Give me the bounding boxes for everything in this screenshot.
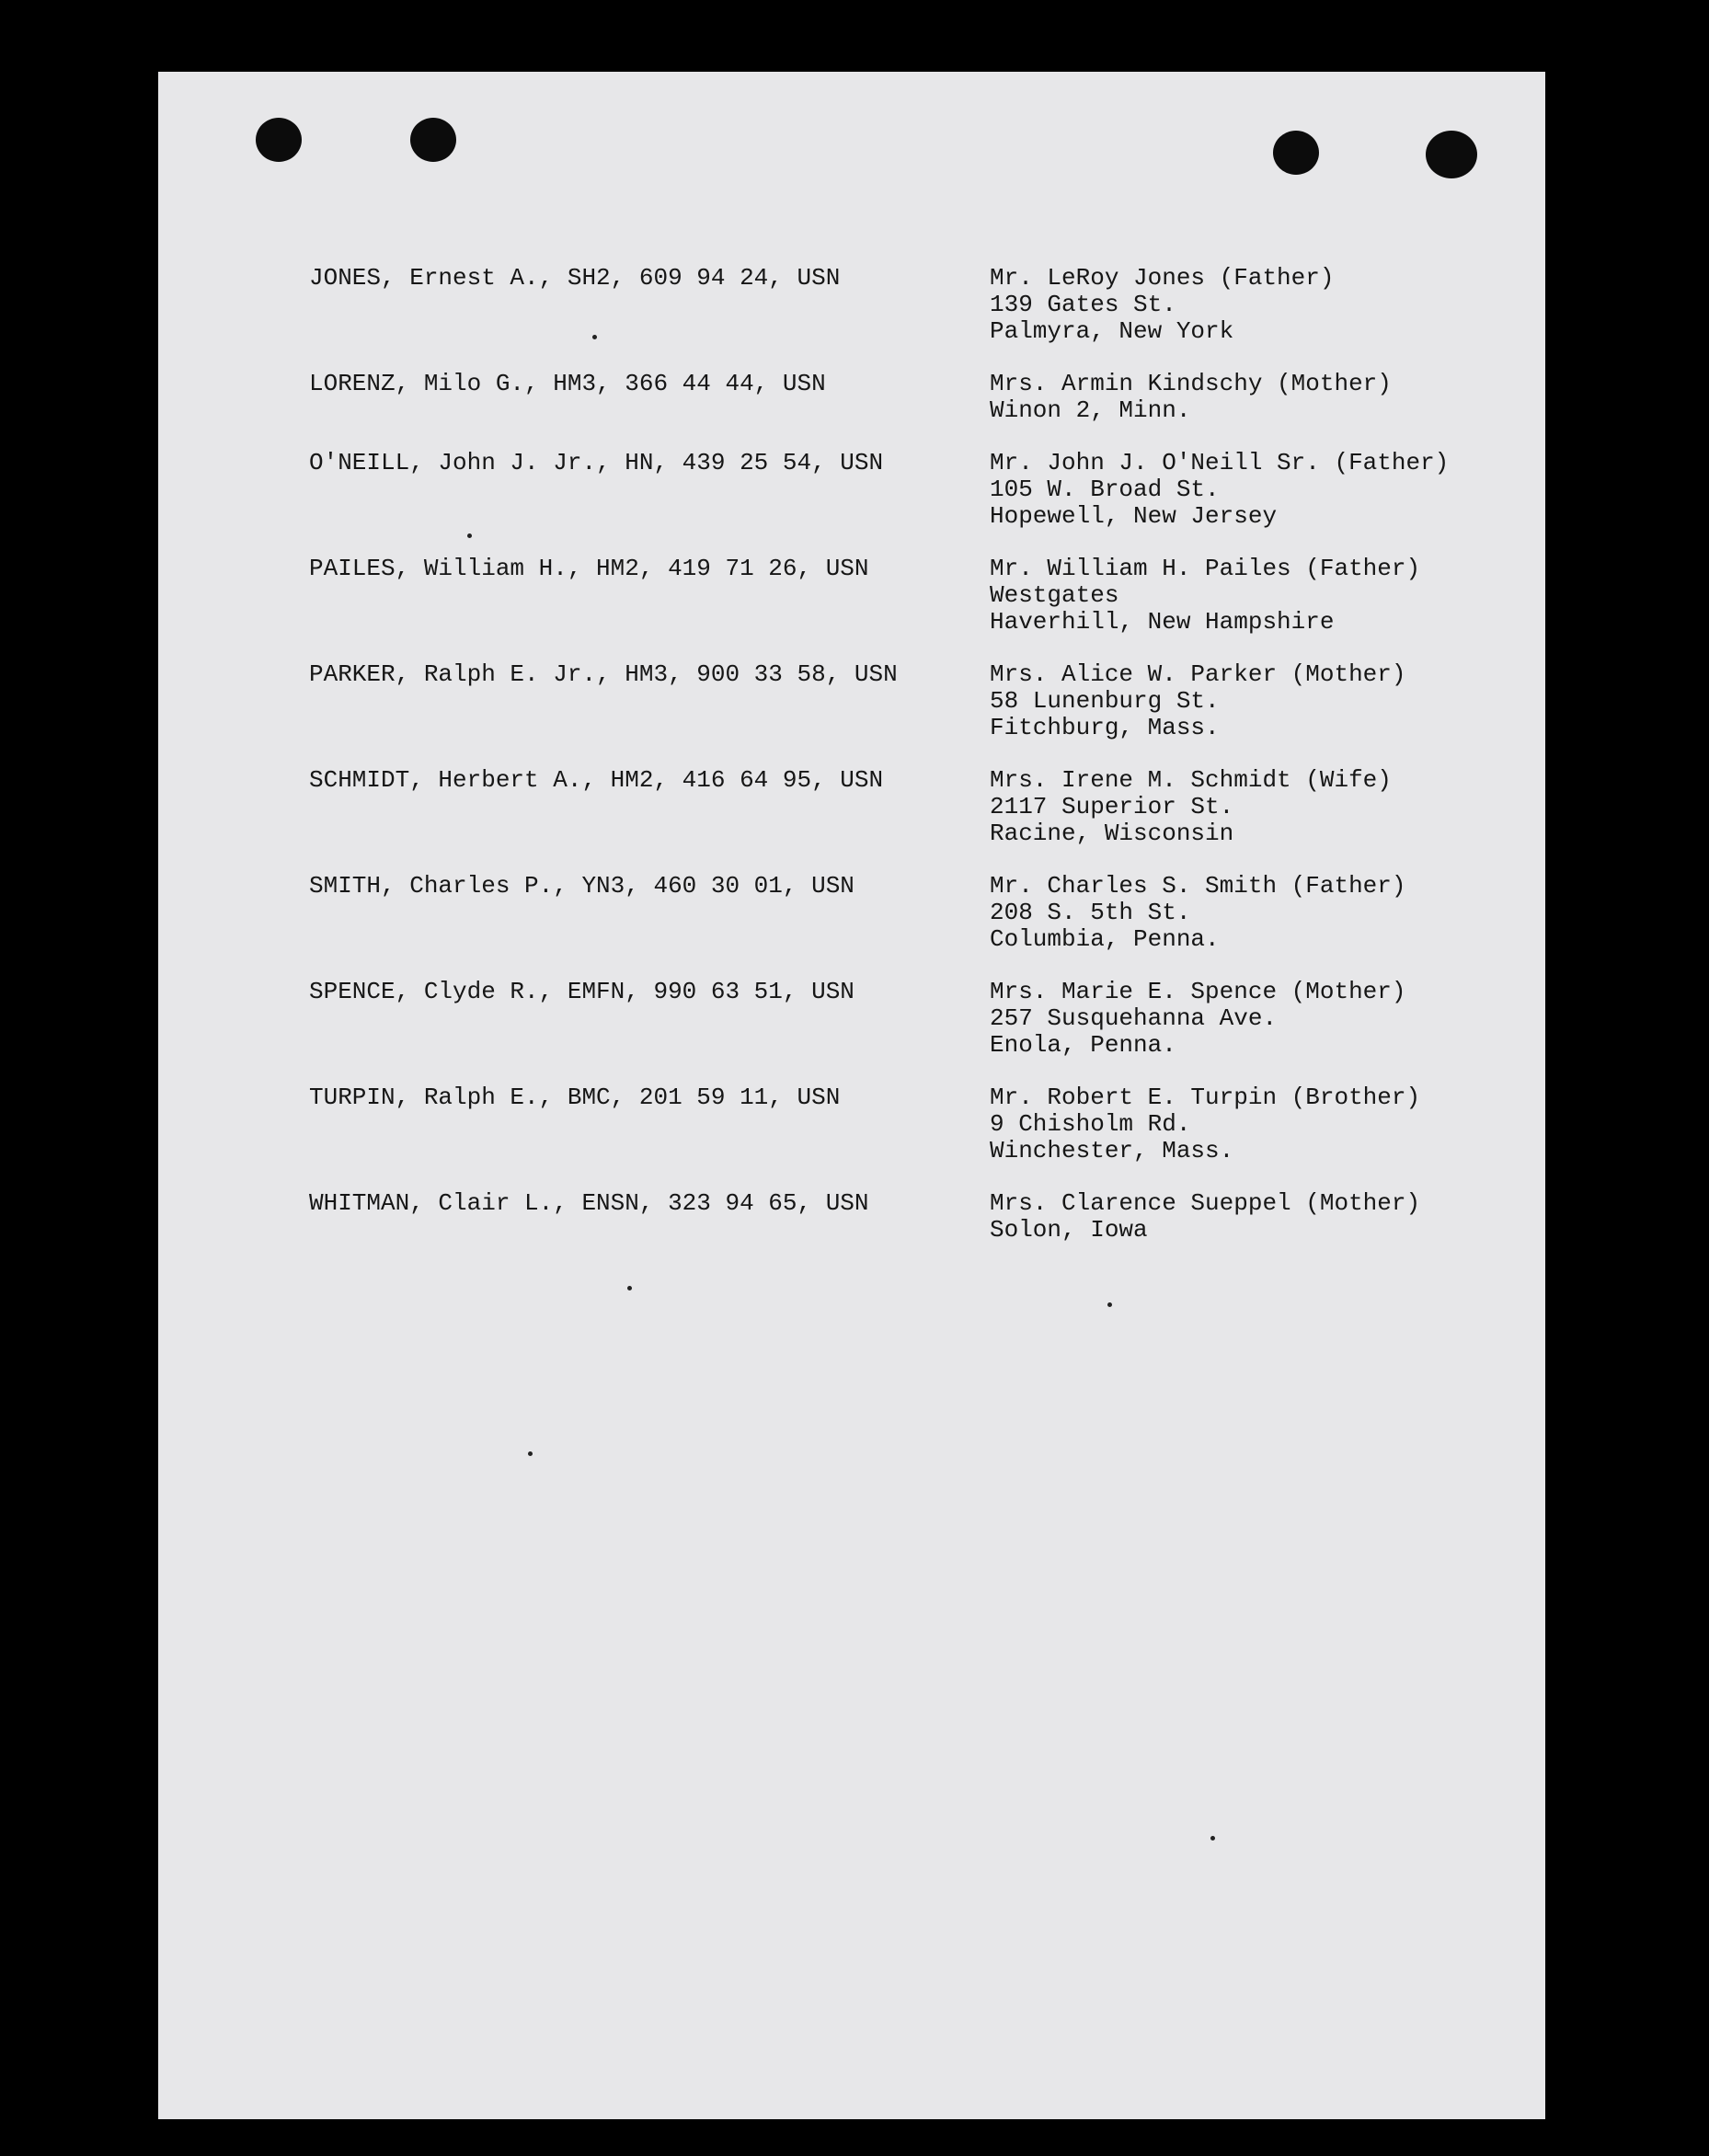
next-of-kin	[990, 265, 1334, 345]
sailor-name: SCHMIDT, Herbert A., HM2, 416 64 95, USN	[309, 766, 884, 794]
sailor-name: PARKER, Ralph E. Jr., HM3, 900 33 58, USN	[309, 660, 898, 688]
kin-line: Enola, Penna.	[990, 1031, 1176, 1059]
kin-line: 257 Susquehanna Ave.	[990, 1004, 1278, 1032]
sailor-name: JONES, Ernest A., SH2, 609 94 24, USN	[309, 264, 841, 292]
kin-line: Winchester, Mass.	[990, 1137, 1234, 1164]
document-page	[158, 72, 1545, 2119]
kin-line: Hopewell, New Jersey	[990, 502, 1278, 530]
sailor-name: SMITH, Charles P., YN3, 460 30 01, USN	[309, 872, 854, 900]
sailor-name: TURPIN, Ralph E., BMC, 201 59 11, USN	[309, 1084, 841, 1111]
next-of-kin	[990, 556, 1420, 636]
sailor-name: SPENCE, Clyde R., EMFN, 990 63 51, USN	[309, 978, 854, 1005]
punch-hole-3	[1273, 131, 1319, 175]
kin-line: 105 W. Broad St.	[990, 476, 1220, 503]
next-of-kin	[990, 371, 1392, 424]
ink-speck	[1210, 1836, 1215, 1841]
kin-line: Palmyra, New York	[990, 317, 1234, 345]
next-of-kin	[990, 1190, 1420, 1244]
next-of-kin	[990, 767, 1392, 847]
kin-line: Mr. LeRoy Jones (Father)	[990, 264, 1335, 292]
punch-hole-1	[256, 118, 302, 162]
ink-speck	[467, 533, 472, 538]
kin-line: 208 S. 5th St.	[990, 899, 1191, 926]
ink-speck	[592, 335, 597, 339]
kin-line: Mrs. Alice W. Parker (Mother)	[990, 660, 1406, 688]
kin-line: Mrs. Armin Kindschy (Mother)	[990, 370, 1392, 397]
kin-line: Fitchburg, Mass.	[990, 714, 1220, 741]
kin-line: Columbia, Penna.	[990, 925, 1220, 953]
kin-line: Solon, Iowa	[990, 1216, 1148, 1244]
kin-line: 2117 Superior St.	[990, 793, 1234, 820]
kin-line: Mrs. Marie E. Spence (Mother)	[990, 978, 1406, 1005]
next-of-kin	[990, 450, 1449, 530]
next-of-kin	[990, 979, 1405, 1059]
kin-line: Mrs. Clarence Sueppel (Mother)	[990, 1189, 1421, 1217]
kin-line: Winon 2, Minn.	[990, 396, 1191, 424]
punch-hole-2	[410, 118, 456, 162]
kin-line: Mrs. Irene M. Schmidt (Wife)	[990, 766, 1392, 794]
punch-hole-4	[1426, 131, 1477, 178]
kin-line: Haverhill, New Hampshire	[990, 608, 1335, 636]
ink-speck	[627, 1286, 632, 1290]
sailor-name: WHITMAN, Clair L., ENSN, 323 94 65, USN	[309, 1189, 869, 1217]
kin-line: 58 Lunenburg St.	[990, 687, 1220, 715]
kin-line: 139 Gates St.	[990, 291, 1176, 318]
kin-line: Mr. John J. O'Neill Sr. (Father)	[990, 449, 1450, 476]
next-of-kin	[990, 873, 1405, 953]
sailor-name: LORENZ, Milo G., HM3, 366 44 44, USN	[309, 370, 826, 397]
kin-line: Mr. Charles S. Smith (Father)	[990, 872, 1406, 900]
sailor-name: O'NEILL, John J. Jr., HN, 439 25 54, USN	[309, 449, 884, 476]
kin-line: Westgates	[990, 581, 1119, 609]
ink-speck	[1107, 1302, 1112, 1307]
kin-line: Mr. William H. Pailes (Father)	[990, 555, 1421, 582]
ink-speck	[528, 1451, 533, 1456]
sailor-name: PAILES, William H., HM2, 419 71 26, USN	[309, 555, 869, 582]
kin-line: Mr. Robert E. Turpin (Brother)	[990, 1084, 1421, 1111]
kin-line: 9 Chisholm Rd.	[990, 1110, 1191, 1138]
next-of-kin	[990, 661, 1405, 741]
kin-line: Racine, Wisconsin	[990, 820, 1234, 847]
next-of-kin	[990, 1084, 1420, 1164]
